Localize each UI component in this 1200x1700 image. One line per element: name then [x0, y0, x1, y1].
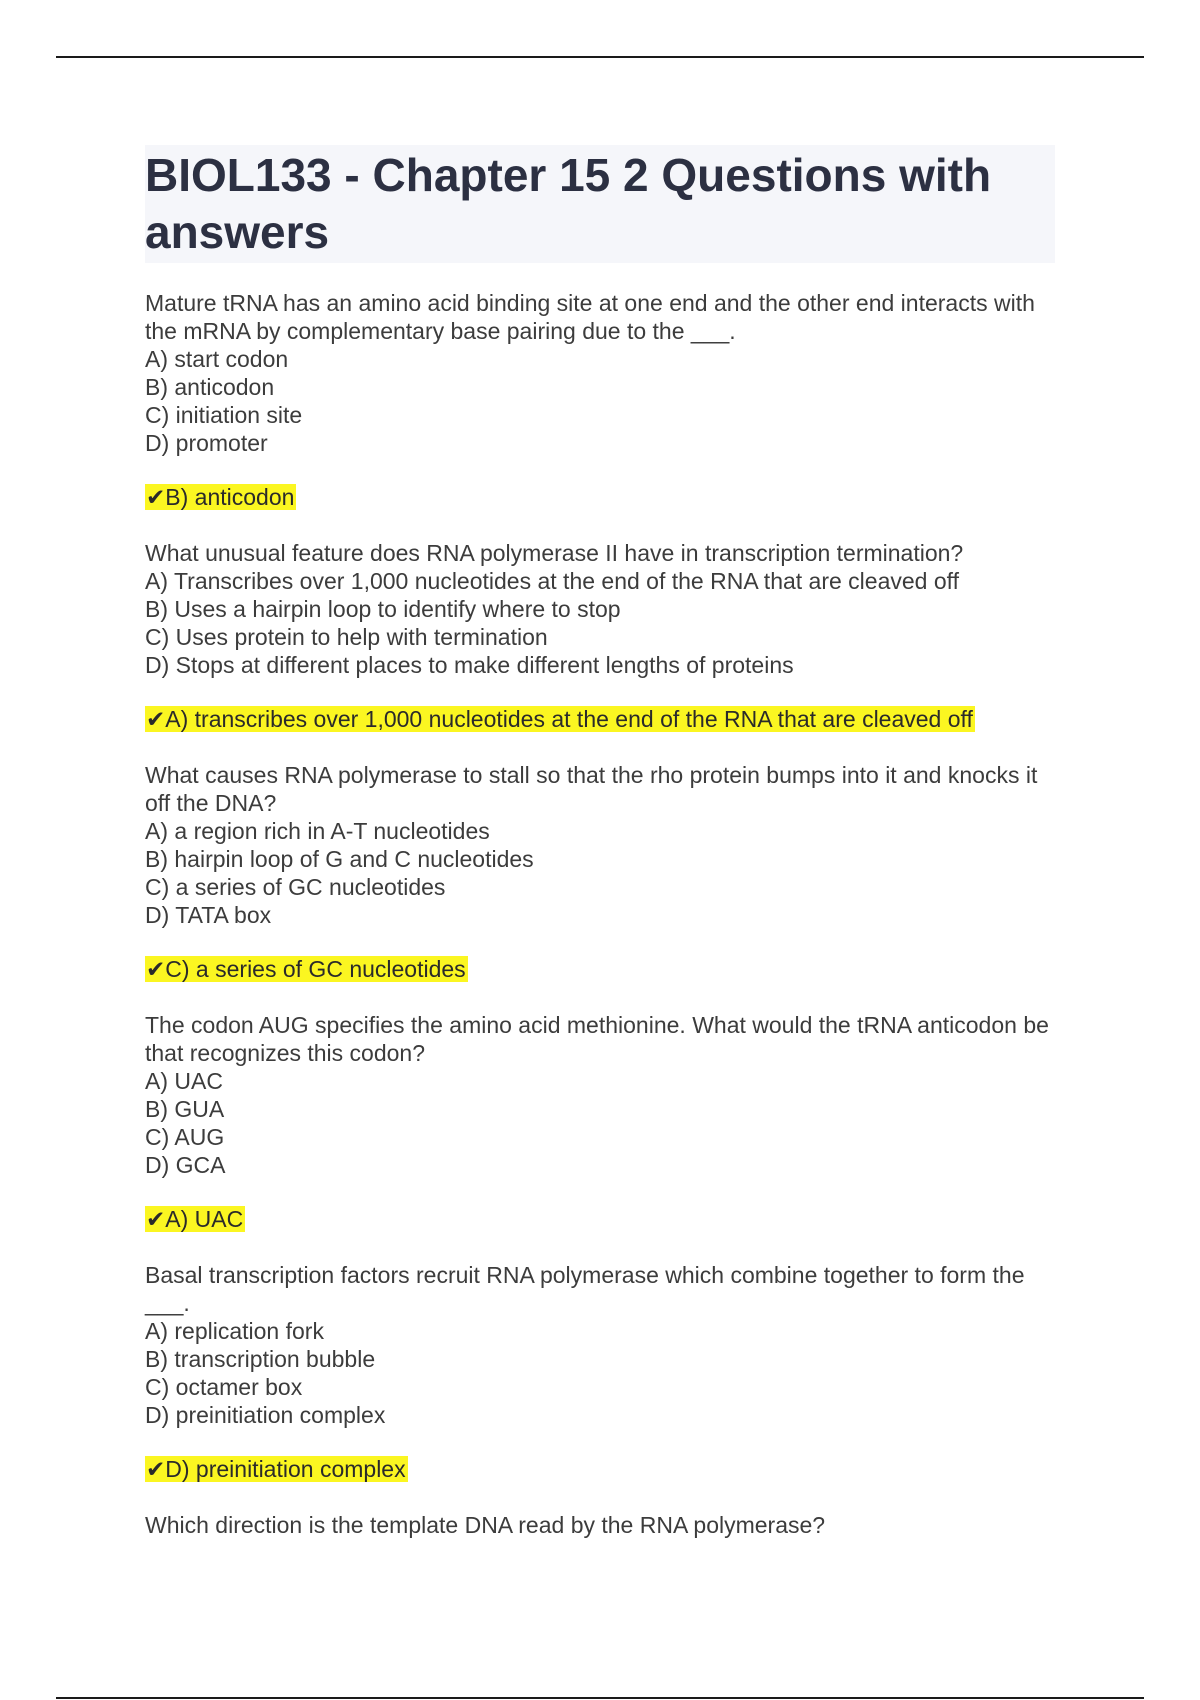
option-c: C) initiation site [145, 402, 303, 428]
question-text: Which direction is the template DNA read by the RNA polymerase? [145, 1512, 826, 1538]
option-list [145, 817, 1055, 929]
question-text: The codon AUG specifies the amino acid methionine. What would the tRNA anticodon be that recognizes this codon? [145, 1012, 1049, 1066]
option-d: D) TATA box [145, 902, 272, 928]
option-b: B) Uses a hairpin loop to identify where to stop [145, 596, 621, 622]
answer-5 [145, 1455, 1055, 1483]
option-b: B) transcription bubble [145, 1346, 376, 1372]
answer-highlight: ✔C) a series of GC nucleotides [146, 956, 466, 982]
answer-4 [145, 1205, 1055, 1233]
footer-rule [56, 1697, 1144, 1699]
question-3 [145, 761, 1055, 929]
option-d: D) promoter [145, 430, 268, 456]
option-list [145, 1317, 1055, 1429]
question-1 [145, 289, 1055, 457]
option-c: C) AUG [145, 1124, 225, 1150]
question-text: Mature tRNA has an amino acid binding site at one end and the other end interacts with the mRNA by complementary base pairing due to the ___. [145, 290, 1035, 344]
option-a: A) Transcribes over 1,000 nucleotides at the end of the RNA that are cleaved off [145, 568, 960, 594]
question-text: What causes RNA polymerase to stall so that the rho protein bumps into it and knocks it off the DNA? [145, 762, 1038, 816]
question-5 [145, 1261, 1055, 1429]
option-b: B) anticodon [145, 374, 275, 400]
option-a: A) a region rich in A-T nucleotides [145, 818, 490, 844]
option-a: A) replication fork [145, 1318, 324, 1344]
option-c: C) a series of GC nucleotides [145, 874, 446, 900]
question-4 [145, 1011, 1055, 1179]
question-6 [145, 1511, 1055, 1539]
option-a: A) start codon [145, 346, 289, 372]
answer-2 [145, 705, 1055, 733]
option-d: D) Stops at different places to make different lengths of proteins [145, 652, 794, 678]
option-list [145, 345, 1055, 457]
question-text: What unusual feature does RNA polymerase II have in transcription termination? [145, 540, 964, 566]
answer-1 [145, 483, 1055, 511]
header-rule [56, 56, 1144, 58]
option-b: B) hairpin loop of G and C nucleotides [145, 846, 534, 872]
answer-highlight: ✔A) transcribes over 1,000 nucleotides at the end of the RNA that are cleaved off [146, 706, 973, 732]
document-body [145, 145, 1055, 1539]
answer-highlight: ✔D) preinitiation complex [146, 1456, 406, 1482]
question-text: Basal transcription factors recruit RNA polymerase which combine together to form the ___. [145, 1262, 1025, 1316]
option-d: D) GCA [145, 1152, 226, 1178]
option-c: C) Uses protein to help with termination [145, 624, 548, 650]
answer-highlight: ✔A) UAC [146, 1206, 244, 1232]
document-title: BIOL133 - Chapter 15 2 Questions with answers [145, 145, 1055, 263]
option-list [145, 1067, 1055, 1179]
option-b: B) GUA [145, 1096, 225, 1122]
question-2 [145, 539, 1055, 679]
option-list [145, 567, 1055, 679]
option-a: A) UAC [145, 1068, 223, 1094]
option-c: C) octamer box [145, 1374, 303, 1400]
answer-3 [145, 955, 1055, 983]
answer-highlight: ✔B) anticodon [146, 484, 295, 510]
option-d: D) preinitiation complex [145, 1402, 386, 1428]
